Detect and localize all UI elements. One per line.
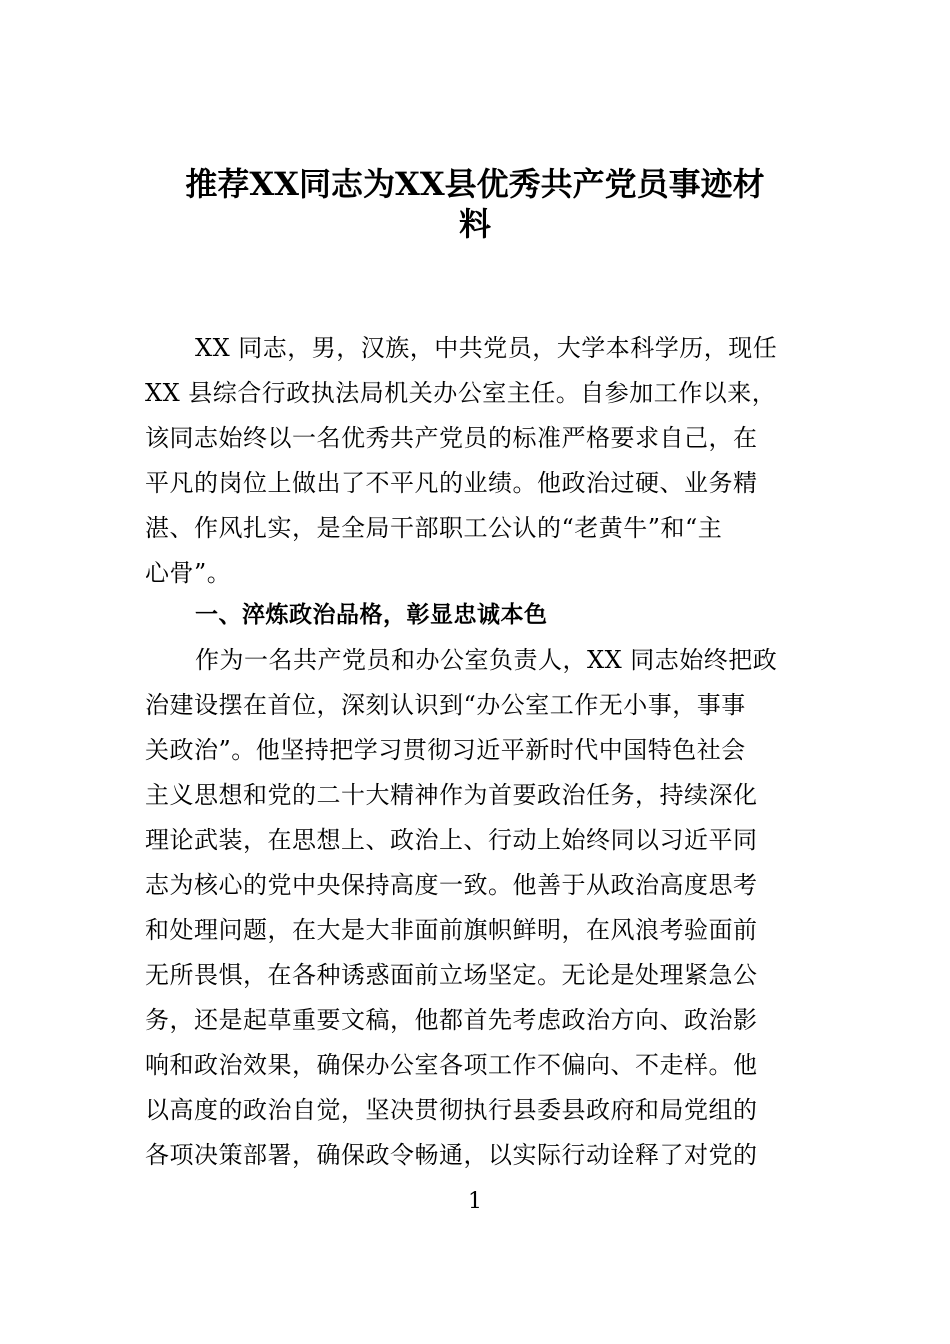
paragraph-2-line: 各项决策部署，确保政令畅通，以实际行动诠释了对党的: [145, 1141, 758, 1169]
paragraph-2-line: 和处理问题，在大是大非面前旗帜鲜明，在风浪考验面前: [145, 916, 758, 944]
paragraph-2-line: 无所畏惧，在各种诱惑面前立场坚定。无论是处理紧急公: [145, 961, 758, 989]
paragraph-2-line: 志为核心的党中央保持高度一致。他善于从政治高度思考: [145, 871, 758, 899]
paragraph-1-line: 湛、作风扎实，是全局干部职工公认的“老黄牛”和“主: [145, 514, 723, 542]
paragraph-1-line: 心骨”。: [145, 559, 232, 587]
document-title-line-1: 推荐XX同志为XX县优秀共产党员事迹材: [185, 165, 765, 203]
paragraph-2-line: 务，还是起草重要文稿，他都首先考虑政治方向、政治影: [145, 1006, 758, 1034]
paragraph-2-line: 响和政治效果，确保办公室各项工作不偏向、不走样。他: [145, 1051, 758, 1079]
paragraph-2-line: 主义思想和党的二十大精神作为首要政治任务，持续深化: [145, 781, 758, 809]
page-number: 1: [468, 1189, 482, 1214]
paragraph-2-line: 治建设摆在首位，深刻认识到“办公室工作无小事，事事: [145, 691, 746, 719]
paragraph-2-line: 关政治”。他坚持把学习贯彻习近平新时代中国特色社会: [145, 736, 746, 764]
paragraph-1-line: XX 同志，男，汉族，中共党员，大学本科学历，现任: [195, 334, 778, 362]
paragraph-2-line: 以高度的政治自觉，坚决贯彻执行县委县政府和局党组的: [145, 1096, 758, 1124]
section-1-heading: 一、淬炼政治品格，彰显忠诚本色: [195, 602, 548, 628]
paragraph-2-line: 理论武装，在思想上、政治上、行动上始终同以习近平同: [145, 826, 758, 854]
paragraph-1-line: 平凡的岗位上做出了不平凡的业绩。他政治过硬、业务精: [145, 469, 758, 497]
paragraph-2-line: 作为一名共产党员和办公室负责人，XX 同志始终把政: [195, 646, 778, 674]
paragraph-1-line: XX 县综合行政执法局机关办公室主任。自参加工作以来，: [145, 379, 777, 407]
document-title-line-2: 料: [458, 205, 491, 243]
paragraph-1-line: 该同志始终以一名优秀共产党员的标准严格要求自己，在: [145, 424, 758, 452]
